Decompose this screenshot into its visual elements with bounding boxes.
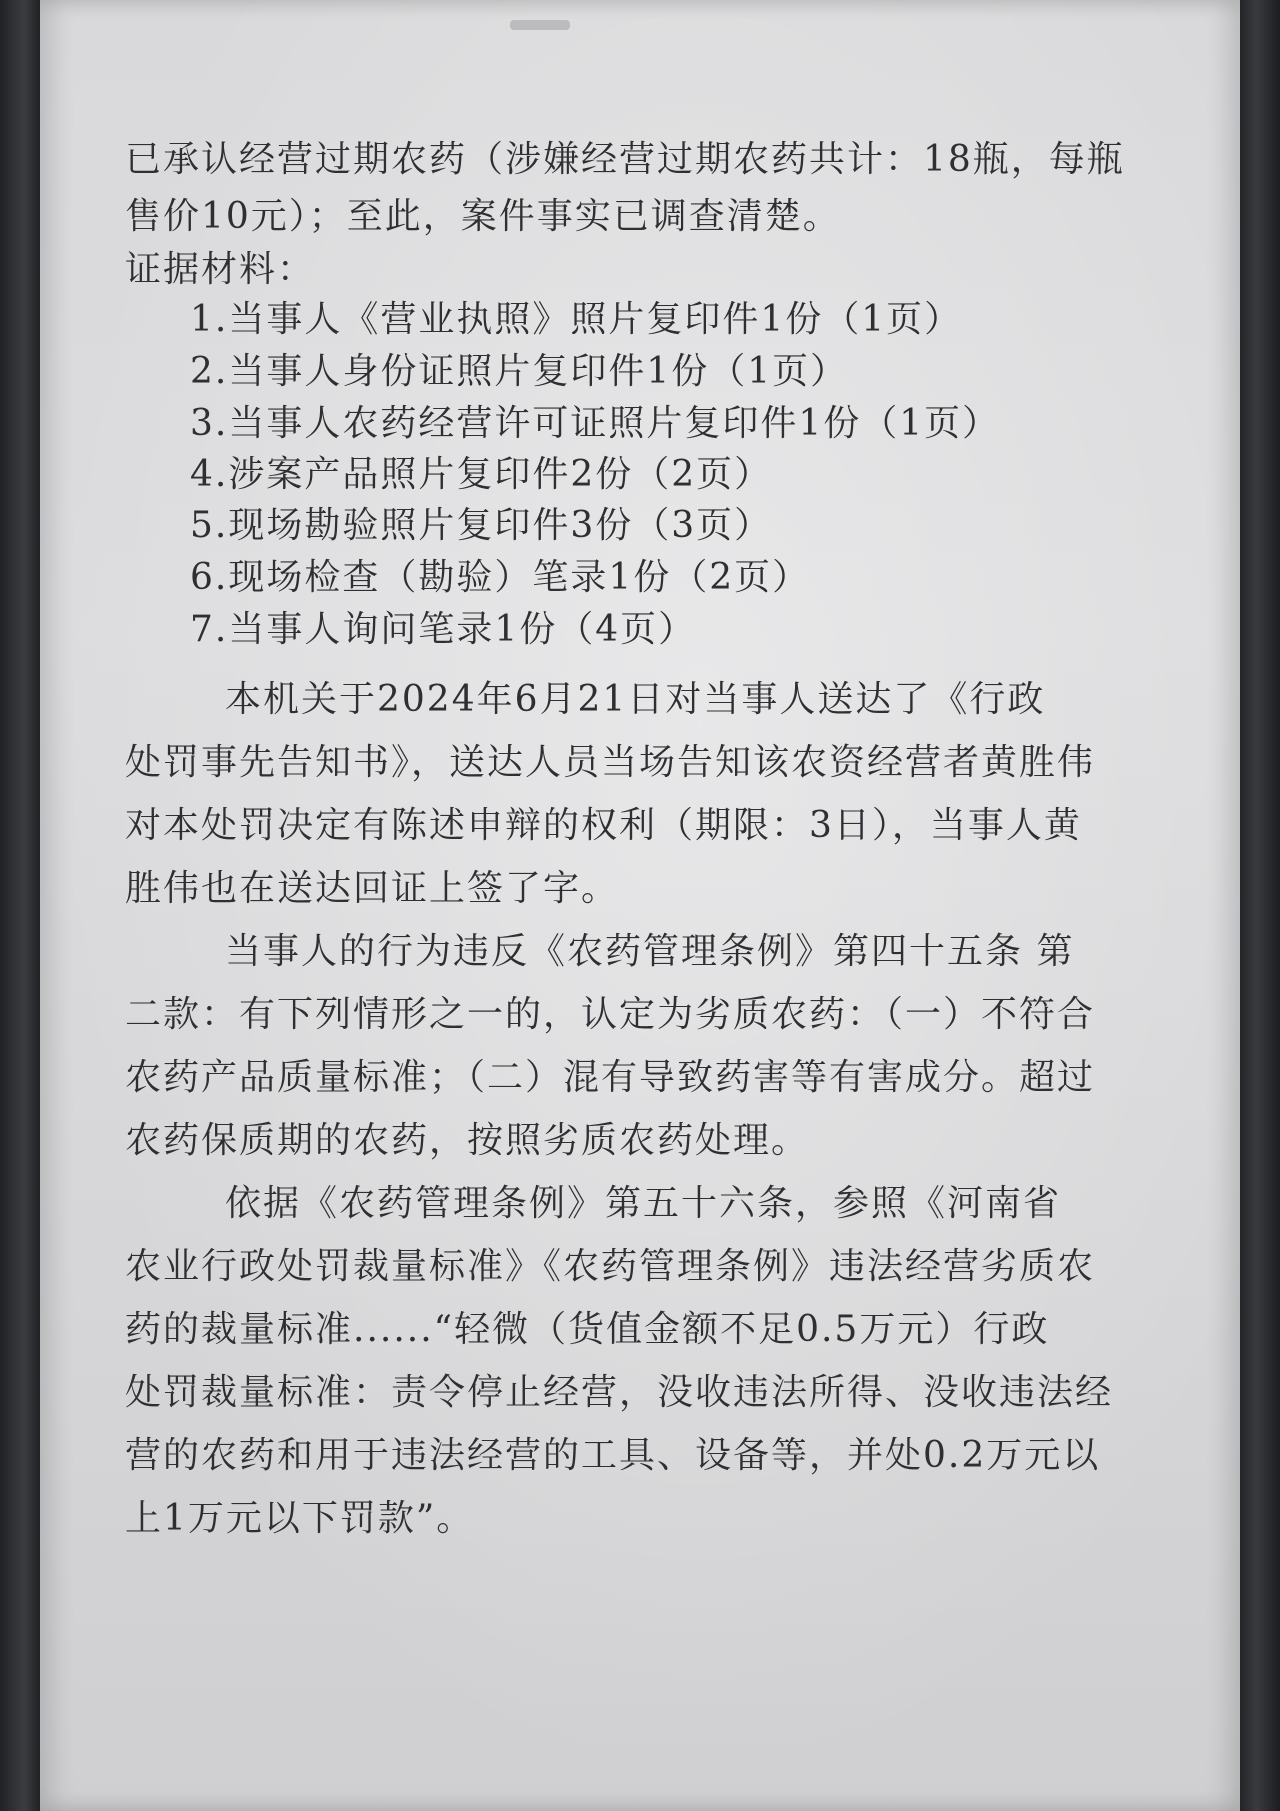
text-line-2: 售价10元）；至此，案件事实已调查清楚。: [125, 196, 841, 237]
evidence-item-3: 3.当事人农药经营许可证照片复印件1份（1页）: [190, 403, 1001, 444]
text-line-24: 上1万元以下罚款”。: [125, 1498, 475, 1539]
text-line-18: 农药保质期的农药，按照劣质农药处理。: [125, 1120, 810, 1161]
text-line-11: 本机关于2024年6月21日对当事人送达了《行政: [225, 679, 1046, 720]
text-line-22: 处罚裁量标准：责令停止经营，没收违法所得、没收违法经: [125, 1372, 1114, 1413]
document-body: [40, 0, 1240, 1811]
text-line-21: 药的裁量标准......“轻微（货值金额不足0.5万元）行政: [125, 1309, 1050, 1350]
text-line-15: 当事人的行为违反《农药管理条例》第四十五条 第: [225, 931, 1075, 972]
text-line-16: 二款：有下列情形之一的，认定为劣质农药：（一）不符合: [125, 994, 1096, 1035]
evidence-item-7: 7.当事人询问笔录1份（4页）: [190, 609, 697, 650]
text-line-23: 营的农药和用于违法经营的工具、设备等，并处0.2万元以: [125, 1435, 1101, 1476]
text-line-19: 依据《农药管理条例》第五十六条，参照《河南省: [225, 1183, 1062, 1224]
text-line-17: 农药产品质量标准；（二）混有导致药害等有害成分。超过: [125, 1057, 1096, 1098]
document-page: [40, 0, 1240, 1811]
evidence-item-6: 6.现场检查（勘验）笔录1份（2页）: [190, 557, 811, 598]
evidence-item-4: 4.涉案产品照片复印件2份（2页）: [190, 454, 773, 495]
text-line-20: 农业行政处罚裁量标准》《农药管理条例》违法经营劣质农: [125, 1246, 1096, 1287]
evidence-item-2: 2.当事人身份证照片复印件1份（1页）: [190, 351, 849, 392]
text-line-14: 胜伟也在送达回证上签了字。: [125, 868, 620, 909]
text-line-1: 已承认经营过期农药（涉嫌经营过期农药共计：18瓶，每瓶: [125, 139, 1125, 180]
evidence-item-1: 1.当事人《营业执照》照片复印件1份（1页）: [190, 299, 963, 340]
text-line-13: 对本处罚决定有陈述申辩的权利（期限：3日），当事人黄: [125, 805, 1082, 846]
evidence-item-5: 5.现场勘验照片复印件3份（3页）: [190, 505, 773, 546]
evidence-heading: 证据材料：: [125, 249, 316, 290]
text-line-12: 处罚事先告知书》，送达人员当场告知该农资经营者黄胜伟: [125, 742, 1096, 783]
